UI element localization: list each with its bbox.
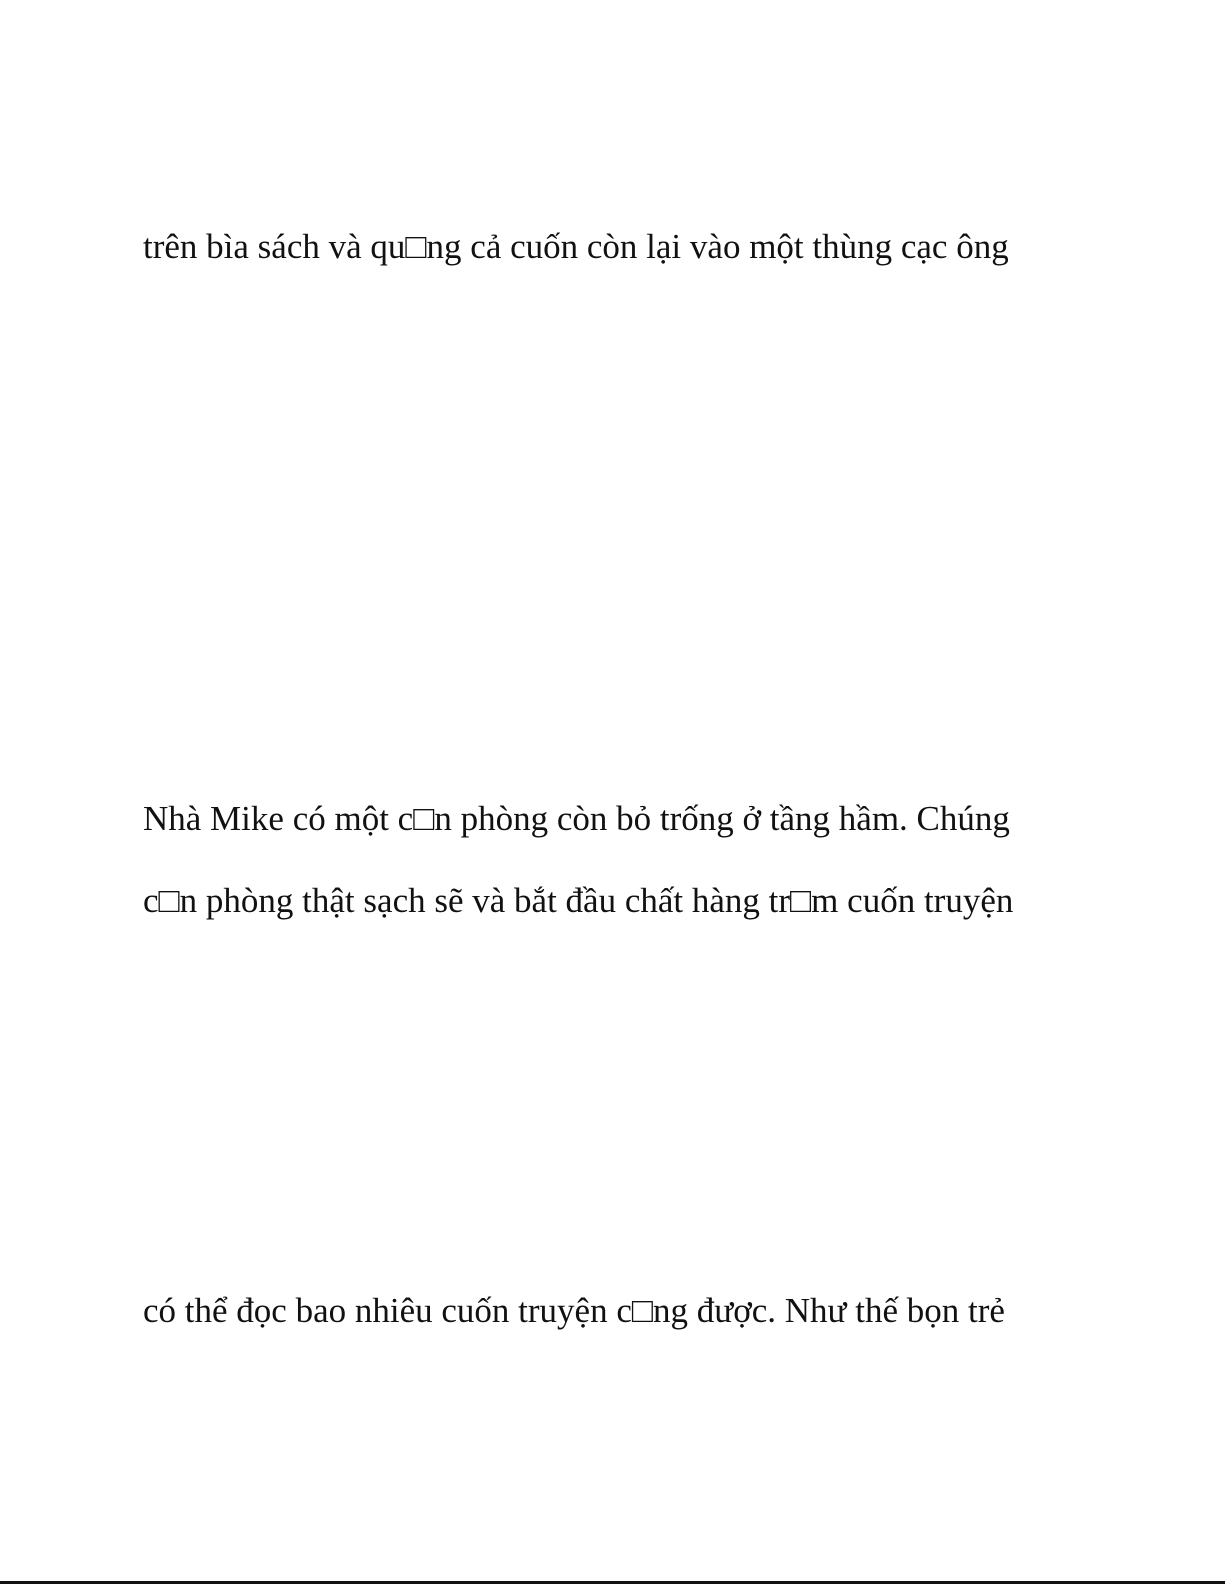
text-line: Nhà Mike có một c□n phòng còn bỏ trống ở tầng hầm. Chúng bbox=[143, 799, 1010, 838]
text-line: trên bìa sách và qu□ng cả cuốn còn lại vào một thùng cạc ông bbox=[143, 227, 1009, 266]
page-bottom-edge bbox=[0, 1581, 1225, 1584]
text-line: có thể đọc bao nhiêu cuốn truyện c□ng được. Như thế bọn trẻ bbox=[143, 1291, 1005, 1330]
text-line: c□n phòng thật sạch sẽ và bắt đầu chất hàng tr□m cuốn truyện bbox=[143, 881, 1014, 920]
